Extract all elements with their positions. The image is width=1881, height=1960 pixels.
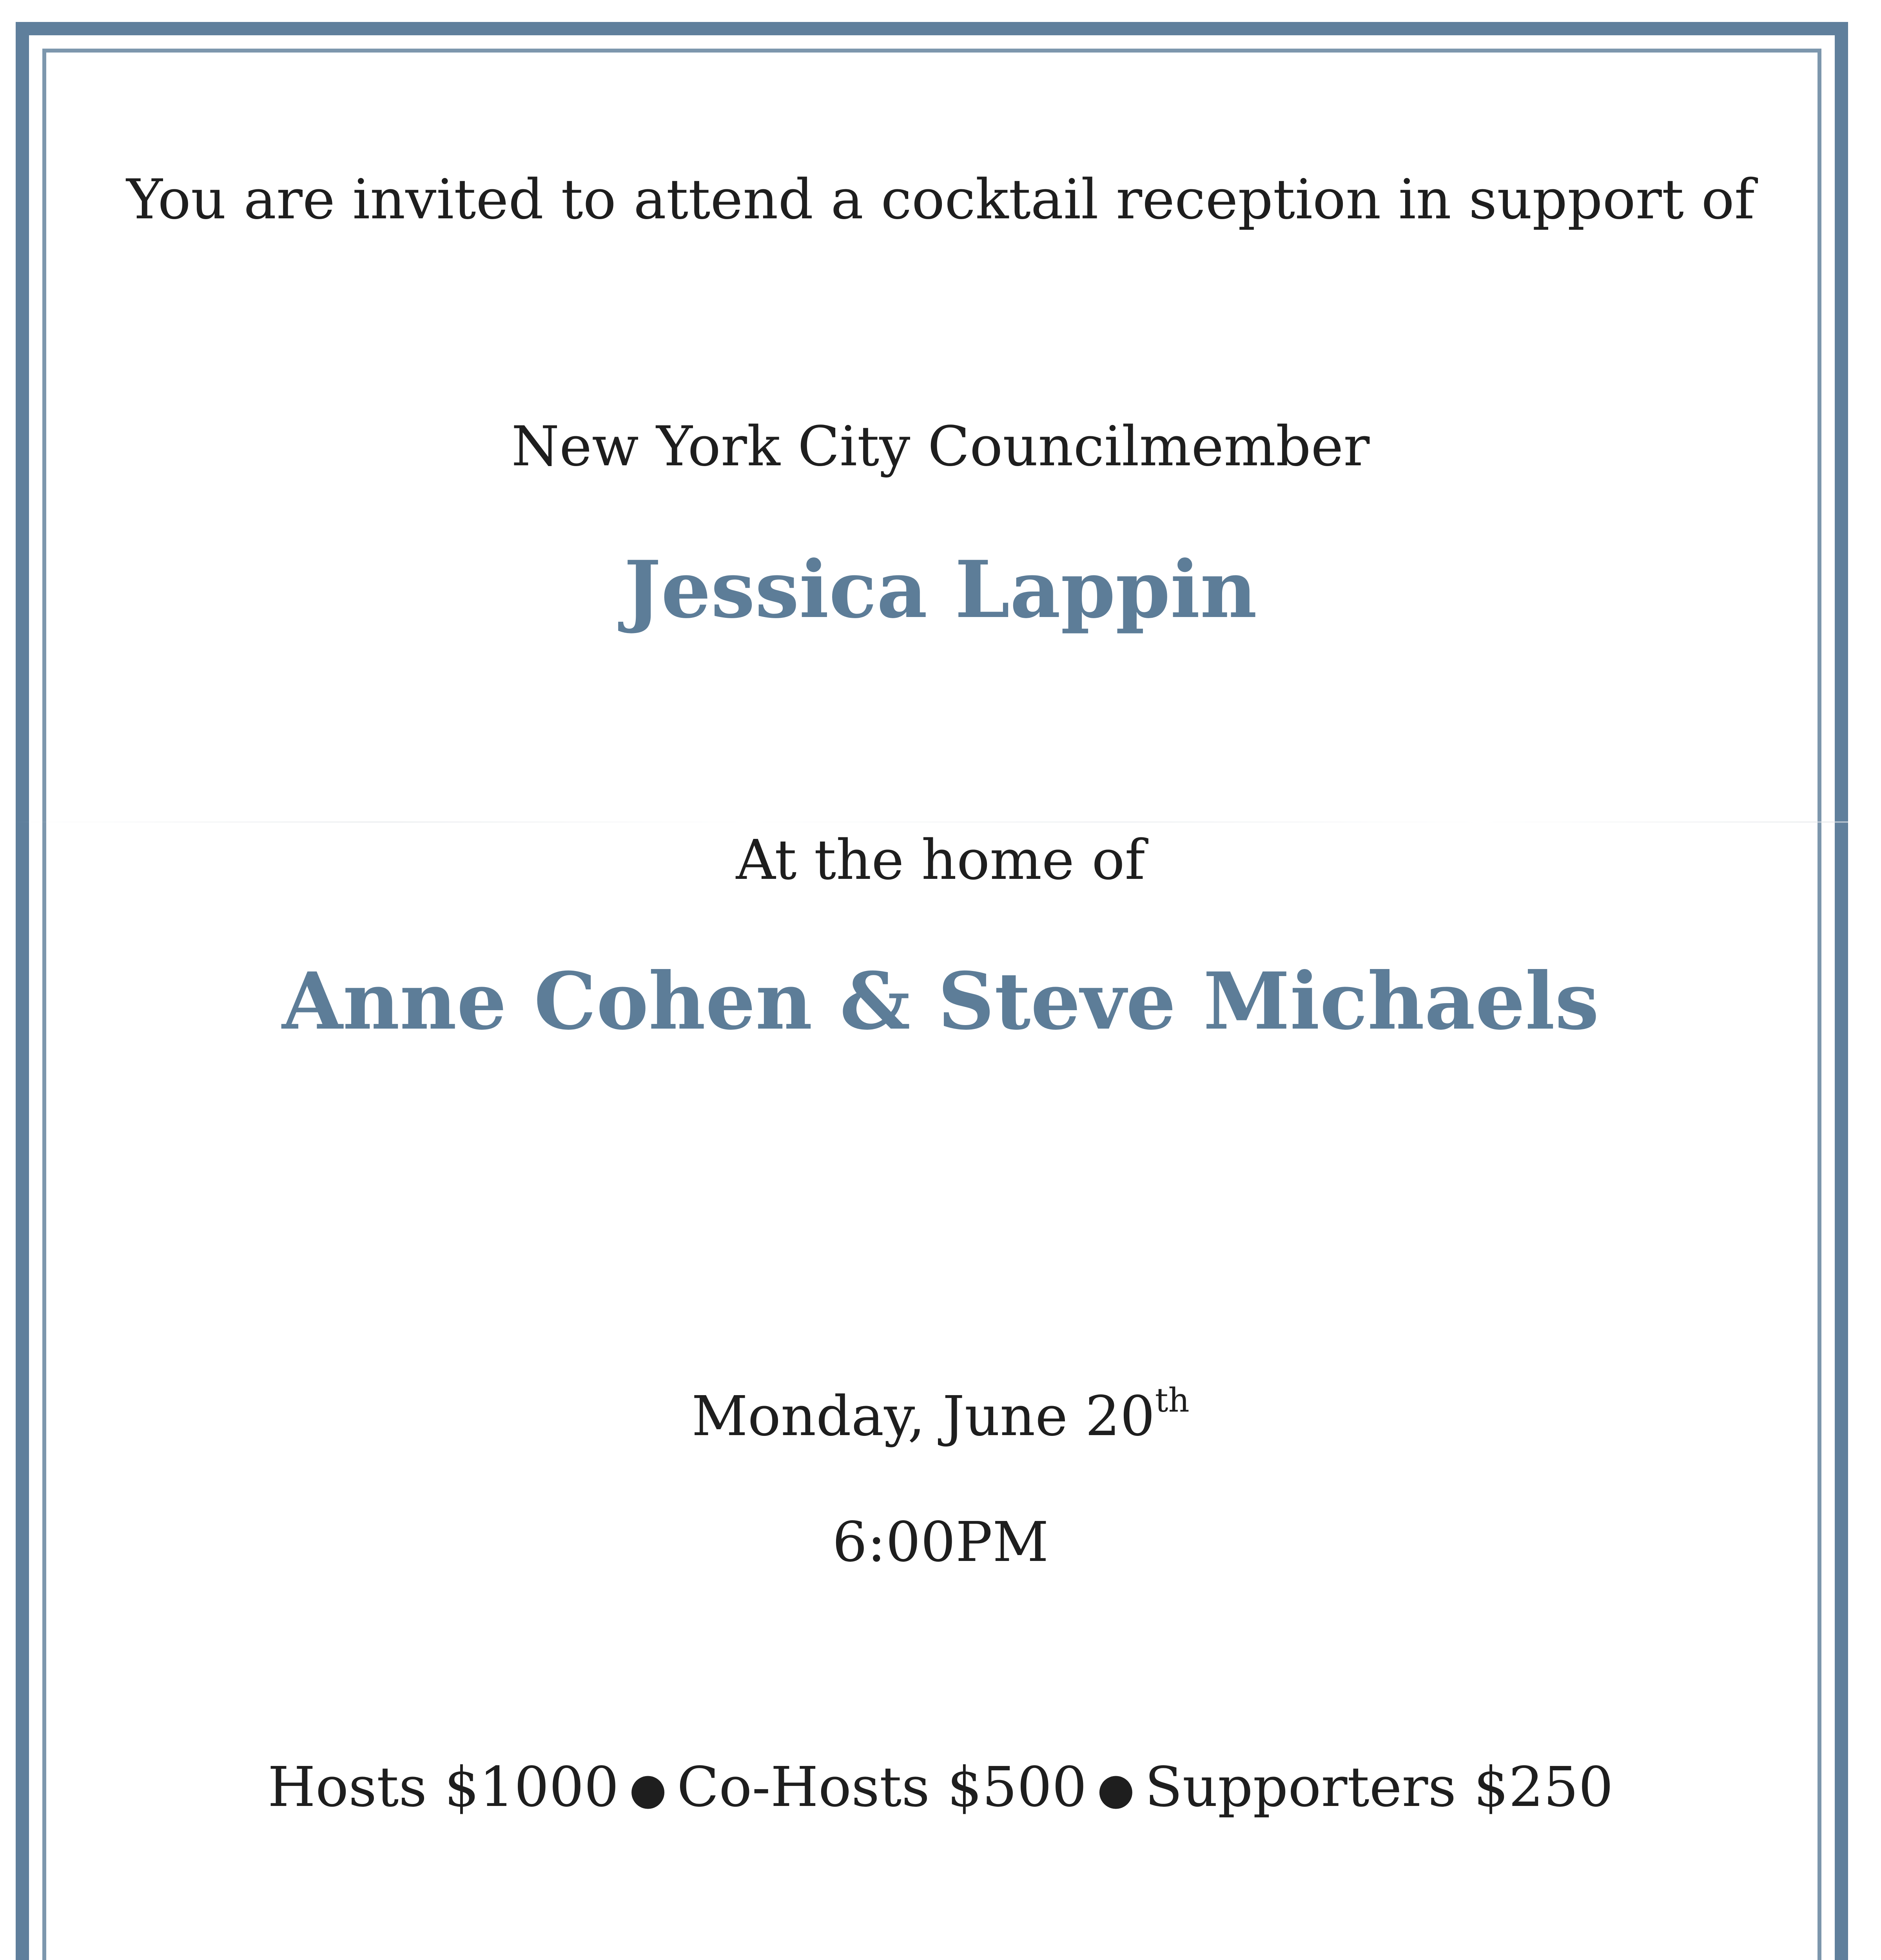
bullet-separator: ● [1097,1764,1135,1814]
paper-fold-line [16,821,1848,823]
office-title: New York City Councilmember [511,415,1370,479]
event-date-suffix: th [1155,1381,1190,1419]
redacted-city [768,1266,1133,1301]
invitation-intro: You are invited to attend a cocktail reception in support of [126,168,1755,232]
level-hosts: Hosts $1000 [267,1755,619,1819]
candidate-name: Jessica Lappin [624,544,1257,636]
contribution-levels [0,1755,1881,1819]
event-date-text: Monday, June 20 [691,1385,1155,1448]
bullet-separator: ● [629,1764,667,1814]
event-date [0,1381,1881,1448]
level-co-hosts: Co-Hosts $500 [677,1755,1087,1819]
event-time: 6:00PM [832,1510,1049,1574]
home-intro: At the home of [736,828,1145,892]
redacted-address [588,1151,1313,1190]
host-names: Anne Cohen & Steve Michaels [282,955,1599,1047]
level-supporters: Supporters $250 [1145,1755,1614,1819]
